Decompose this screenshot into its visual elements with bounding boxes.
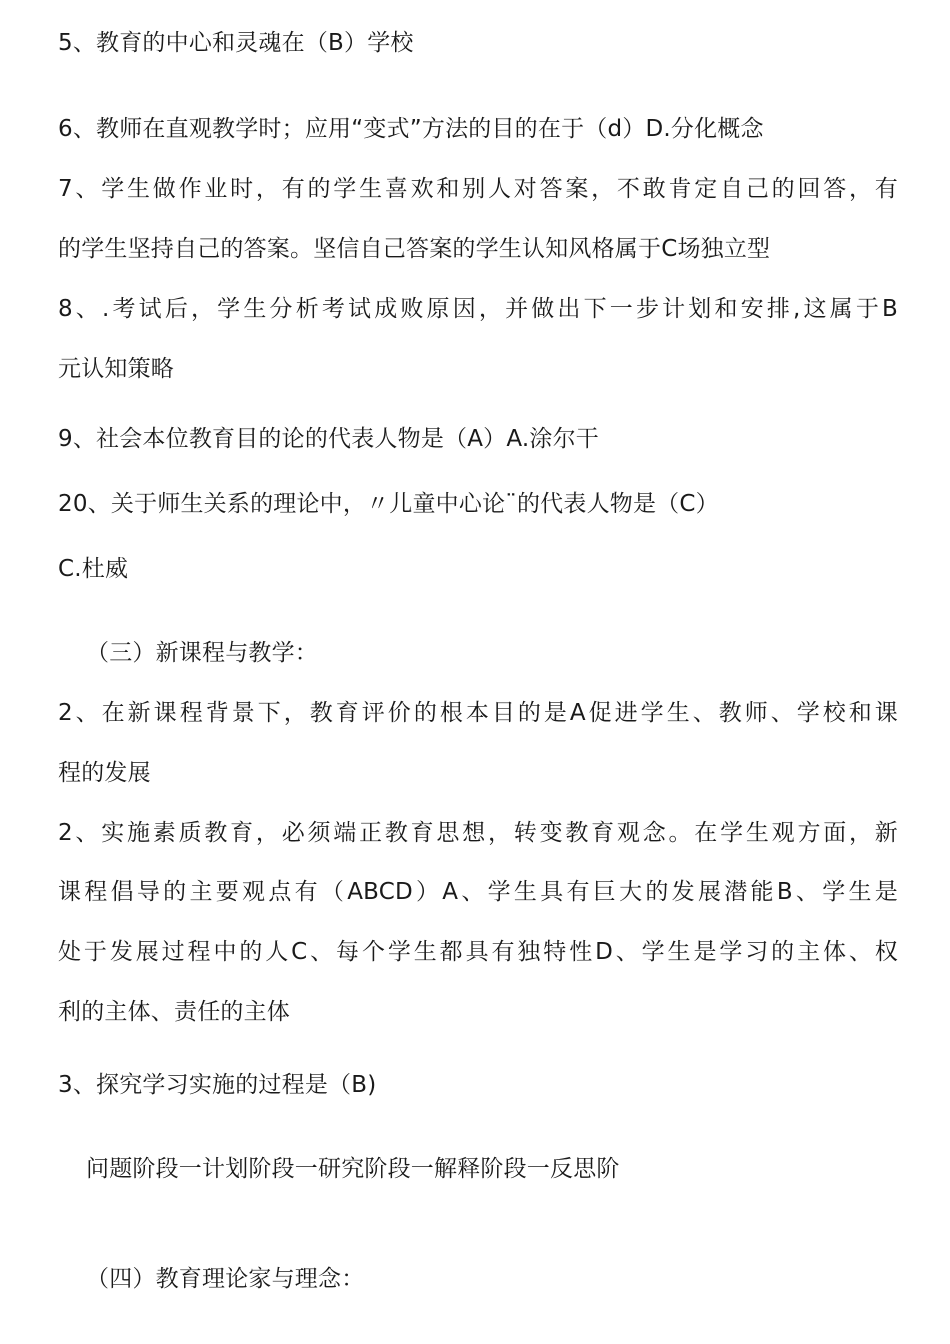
text-line-q6: 6、教师在直观教学时；应用“变式”方法的目的在于（d）D.分化概念	[58, 116, 764, 142]
text-line-s3-q2-part2: 程的发展	[58, 760, 151, 786]
text-line-s3-q2b-part1: 2、实施素质教育，必须端正教育思想，转变教育观念。在学生观方面，新	[58, 820, 898, 846]
text-line-q8-part1: 8、.考试后，学生分析考试成败原因，并做出下一步计划和安排,这属于B	[58, 296, 898, 322]
text-line-q7-part1: 7、学生做作业时，有的学生喜欢和别人对答案，不敢肯定自己的回答，有	[58, 176, 898, 202]
text-line-q20-part2: C.杜威	[58, 556, 129, 582]
text-line-s3-q3: 3、探究学习实施的过程是（B)	[58, 1072, 377, 1098]
section-heading-3: （三）新课程与教学：	[86, 640, 318, 666]
text-line-s3-q2b-part4: 利的主体、责任的主体	[58, 999, 290, 1025]
text-line-s3-q2b-part2: 课程倡导的主要观点有（ABCD）A、学生具有巨大的发展潜能B、学生是	[58, 879, 898, 905]
text-line-s3-q3-answer: 问题阶段一计划阶段一研究阶段一解释阶段一反思阶	[86, 1156, 620, 1182]
text-line-s3-q2-part1: 2、在新课程背景下，教育评价的根本目的是A促进学生、教师、学校和课	[58, 700, 898, 726]
text-line-q9: 9、社会本位教育目的论的代表人物是（A）A.涂尔干	[58, 426, 600, 452]
text-line-s3-q2b-part3: 处于发展过程中的人C、每个学生都具有独特性D、学生是学习的主体、权	[58, 939, 898, 965]
section-heading-4: （四）教育理论家与理念：	[86, 1266, 365, 1292]
text-line-q5: 5、教育的中心和灵魂在（B）学校	[58, 30, 414, 56]
text-line-q20-part1: 20、关于师生关系的理论中，〃儿童中心论¨的代表人物是（C）	[58, 491, 719, 517]
text-line-q8-part2: 元认知策略	[58, 356, 174, 382]
text-line-q7-part2: 的学生坚持自己的答案。坚信自己答案的学生认知风格属于C场独立型	[58, 236, 771, 262]
